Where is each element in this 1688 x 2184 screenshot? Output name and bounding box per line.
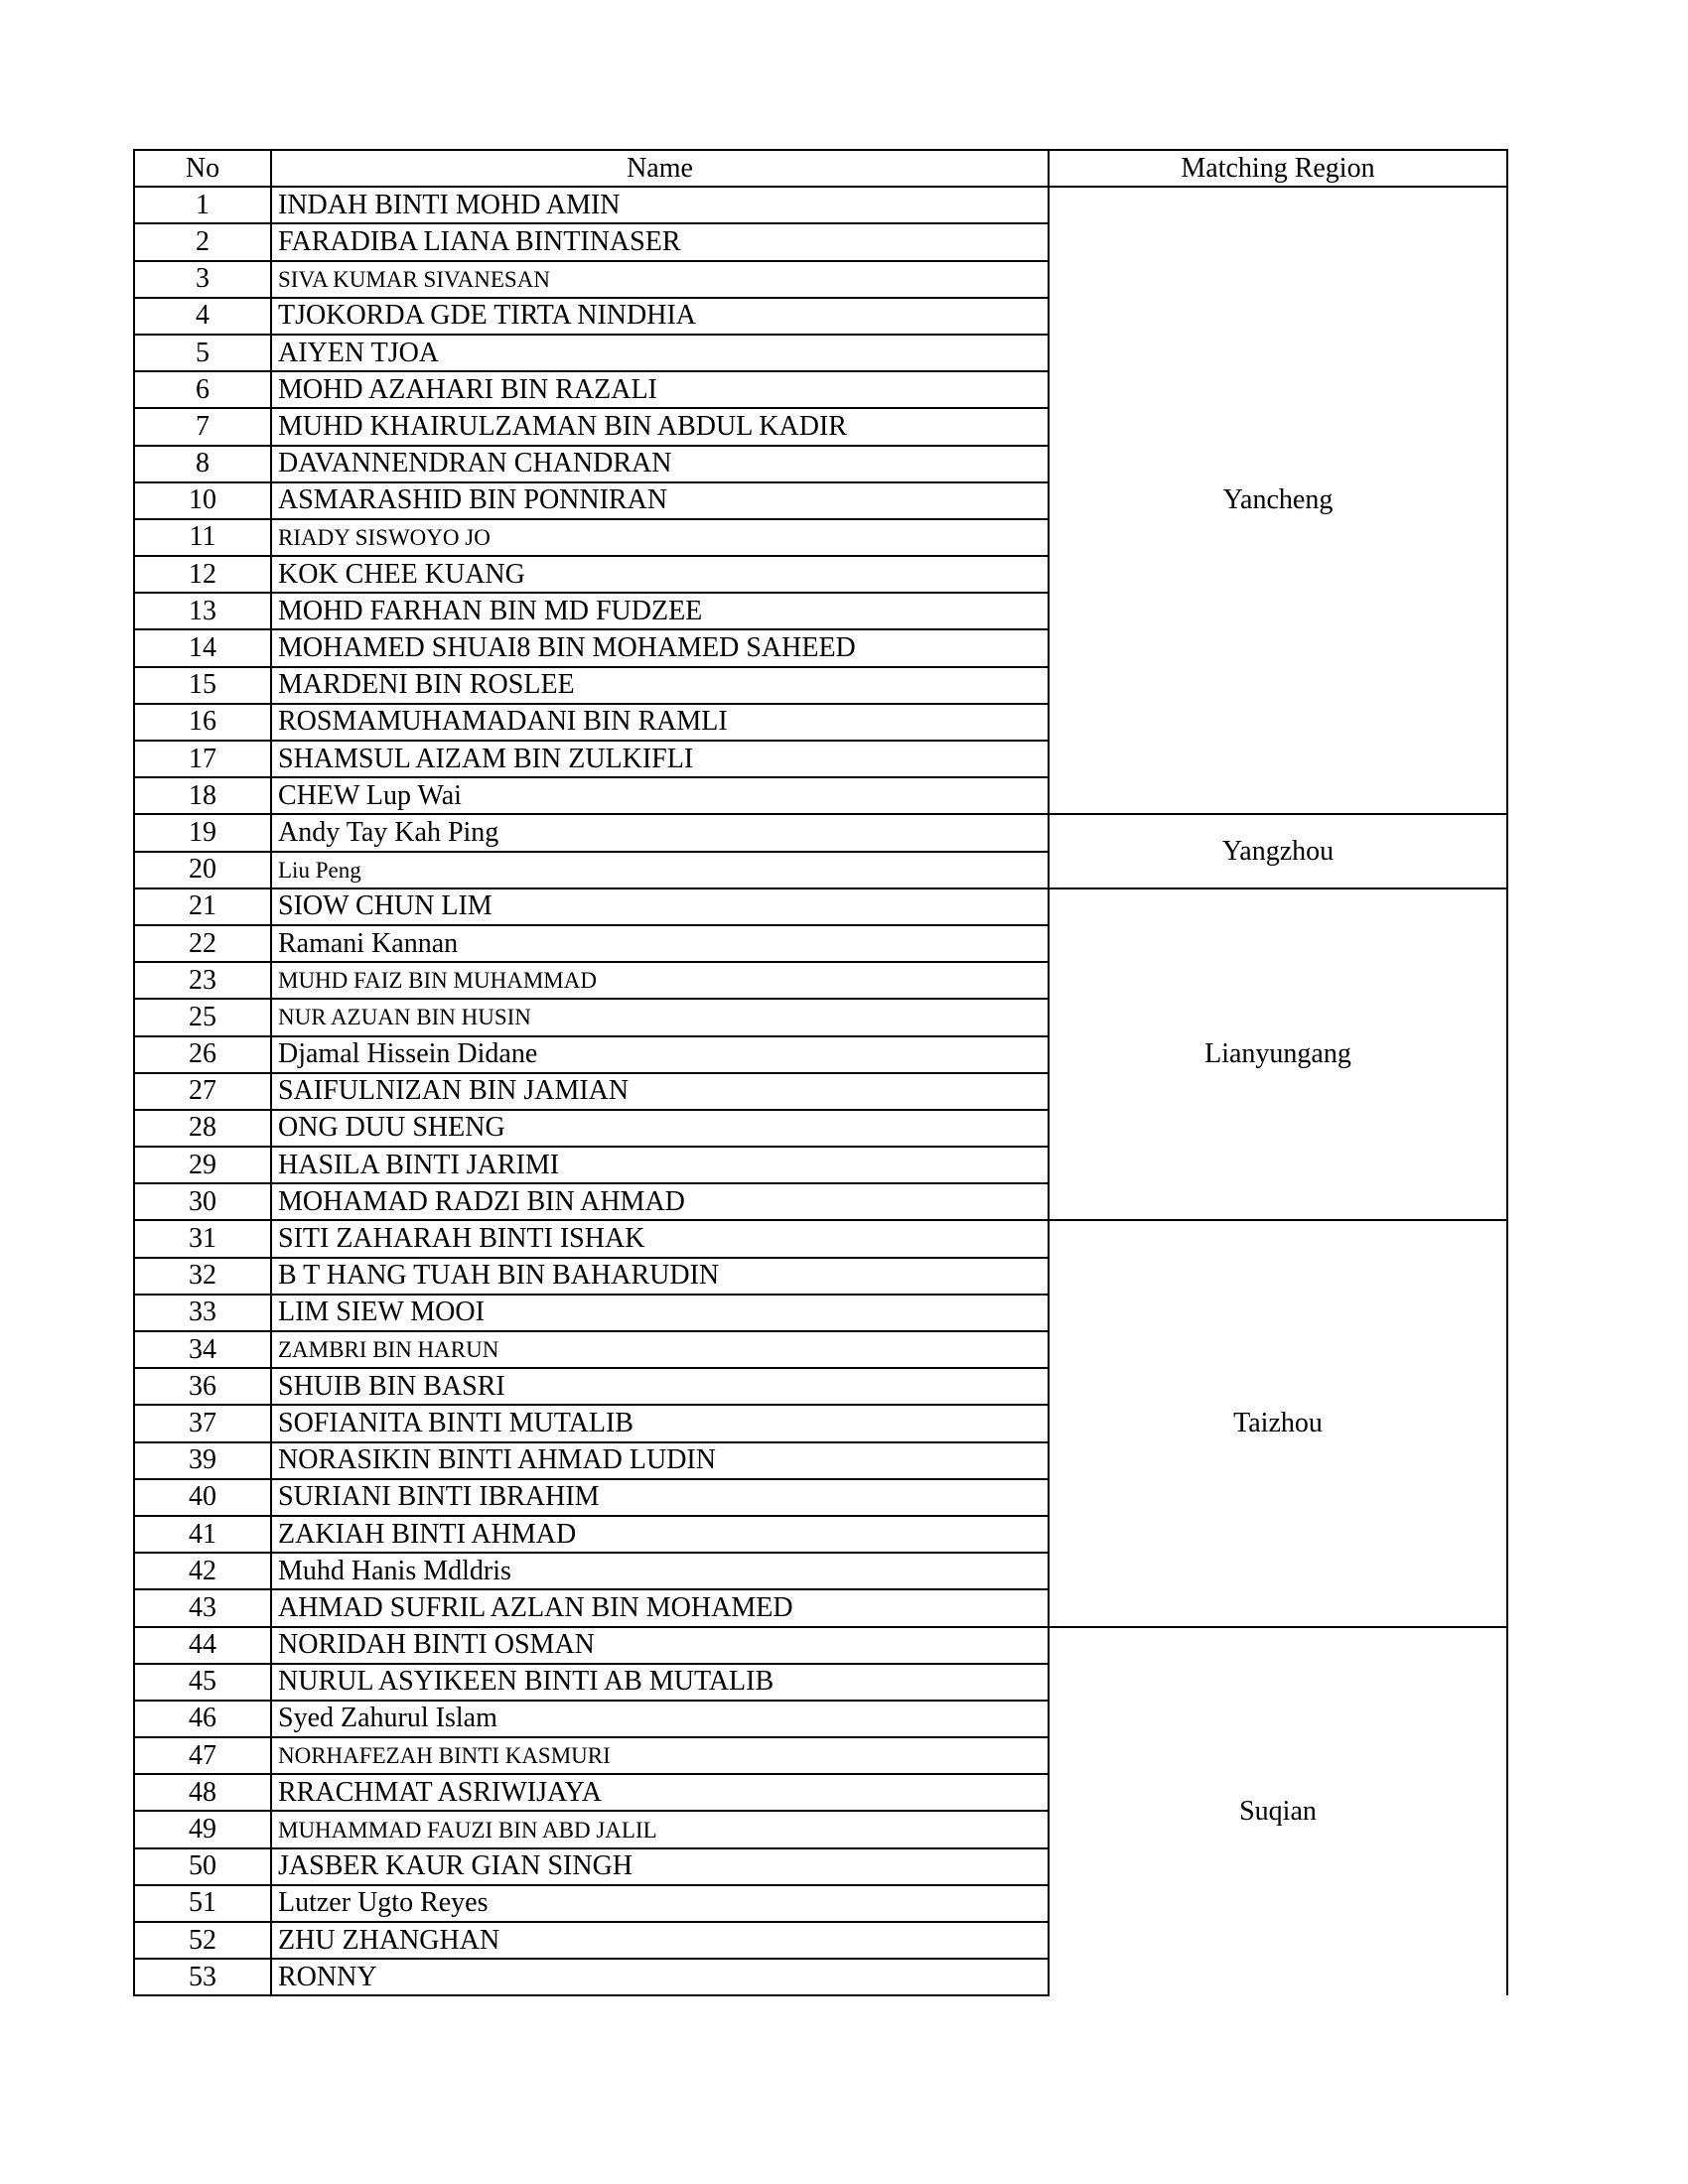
participant-name: TJOKORDA GDE TIRTA NINDHIA	[271, 298, 1049, 335]
participant-name: NURUL ASYIKEEN BINTI AB MUTALIB	[271, 1664, 1049, 1701]
participant-name: MUHD KHAIRULZAMAN BIN ABDUL KADIR	[271, 408, 1049, 445]
participant-table-container	[133, 149, 1508, 1996]
participant-name: RRACHMAT ASRIWIJAYA	[271, 1774, 1049, 1811]
row-number: 25	[134, 999, 271, 1035]
row-number: 40	[134, 1479, 271, 1516]
row-number: 30	[134, 1183, 271, 1220]
participant-name: Djamal Hissein Didane	[271, 1036, 1049, 1073]
table-row	[134, 1627, 1507, 1664]
participant-name: ZAMBRI BIN HARUN	[271, 1331, 1049, 1368]
row-number: 8	[134, 446, 271, 482]
row-number: 45	[134, 1664, 271, 1701]
participant-name: Lutzer Ugto Reyes	[271, 1885, 1049, 1922]
table-row	[134, 888, 1507, 925]
matching-region-cell: Yancheng	[1049, 187, 1507, 814]
participant-name: ZAKIAH BINTI AHMAD	[271, 1516, 1049, 1553]
table-body	[134, 187, 1507, 1995]
participant-name: Liu Peng	[271, 852, 1049, 888]
participant-name: NORIDAH BINTI OSMAN	[271, 1627, 1049, 1664]
row-number: 12	[134, 556, 271, 593]
header-matching-region: Matching Region	[1049, 150, 1507, 187]
participant-name: DAVANNENDRAN CHANDRAN	[271, 446, 1049, 482]
participant-name: Ramani Kannan	[271, 925, 1049, 962]
participant-name: AHMAD SUFRIL AZLAN BIN MOHAMED	[271, 1589, 1049, 1626]
participant-name: NORASIKIN BINTI AHMAD LUDIN	[271, 1442, 1049, 1479]
participant-name: CHEW Lup Wai	[271, 777, 1049, 814]
participant-name: NUR AZUAN BIN HUSIN	[271, 999, 1049, 1035]
participant-name: MOHAMAD RADZI BIN AHMAD	[271, 1183, 1049, 1220]
row-number: 27	[134, 1073, 271, 1110]
row-number: 22	[134, 925, 271, 962]
participant-table	[133, 149, 1508, 1996]
row-number: 47	[134, 1737, 271, 1774]
participant-name: MUHD FAIZ BIN MUHAMMAD	[271, 962, 1049, 999]
participant-name: ONG DUU SHENG	[271, 1110, 1049, 1147]
row-number: 6	[134, 371, 271, 408]
table-row	[134, 187, 1507, 223]
participant-name: RONNY	[271, 1959, 1049, 1995]
row-number: 15	[134, 667, 271, 704]
participant-name: SHUIB BIN BASRI	[271, 1368, 1049, 1405]
matching-region-cell: Suqian	[1049, 1627, 1507, 1996]
participant-name: ZHU ZHANGHAN	[271, 1922, 1049, 1959]
row-number: 32	[134, 1258, 271, 1295]
row-number: 52	[134, 1922, 271, 1959]
row-number: 21	[134, 888, 271, 925]
matching-region-cell: Lianyungang	[1049, 888, 1507, 1221]
participant-name: B T HANG TUAH BIN BAHARUDIN	[271, 1258, 1049, 1295]
participant-name: SIVA KUMAR SIVANESAN	[271, 261, 1049, 298]
row-number: 18	[134, 777, 271, 814]
row-number: 23	[134, 962, 271, 999]
header-name: Name	[271, 150, 1049, 187]
row-number: 33	[134, 1295, 271, 1331]
participant-name: SAIFULNIZAN BIN JAMIAN	[271, 1073, 1049, 1110]
participant-name: FARADIBA LIANA BINTINASER	[271, 223, 1049, 260]
participant-name: MOHD AZAHARI BIN RAZALI	[271, 371, 1049, 408]
row-number: 46	[134, 1701, 271, 1737]
row-number: 1	[134, 187, 271, 223]
matching-region-cell: Yangzhou	[1049, 814, 1507, 887]
row-number: 29	[134, 1147, 271, 1183]
participant-name: SOFIANITA BINTI MUTALIB	[271, 1405, 1049, 1441]
participant-name: MOHAMED SHUAI8 BIN MOHAMED SAHEED	[271, 629, 1049, 666]
participant-name: HASILA BINTI JARIMI	[271, 1147, 1049, 1183]
row-number: 11	[134, 519, 271, 556]
table-row	[134, 1220, 1507, 1257]
participant-name: Andy Tay Kah Ping	[271, 814, 1049, 851]
participant-name: MOHD FARHAN BIN MD FUDZEE	[271, 593, 1049, 629]
row-number: 16	[134, 704, 271, 741]
participant-name: Syed Zahurul Islam	[271, 1701, 1049, 1737]
participant-name: RIADY SISWOYO JO	[271, 519, 1049, 556]
participant-name: MUHAMMAD FAUZI BIN ABD JALIL	[271, 1811, 1049, 1847]
row-number: 3	[134, 261, 271, 298]
row-number: 37	[134, 1405, 271, 1441]
row-number: 49	[134, 1811, 271, 1847]
row-number: 13	[134, 593, 271, 629]
participant-name: SURIANI BINTI IBRAHIM	[271, 1479, 1049, 1516]
row-number: 7	[134, 408, 271, 445]
row-number: 26	[134, 1036, 271, 1073]
row-number: 50	[134, 1848, 271, 1885]
participant-name: INDAH BINTI MOHD AMIN	[271, 187, 1049, 223]
row-number: 20	[134, 852, 271, 888]
row-number: 44	[134, 1627, 271, 1664]
participant-name: NORHAFEZAH BINTI KASMURI	[271, 1737, 1049, 1774]
row-number: 48	[134, 1774, 271, 1811]
row-number: 14	[134, 629, 271, 666]
row-number: 39	[134, 1442, 271, 1479]
participant-name: MARDENI BIN ROSLEE	[271, 667, 1049, 704]
participant-name: SITI ZAHARAH BINTI ISHAK	[271, 1220, 1049, 1257]
row-number: 28	[134, 1110, 271, 1147]
row-number: 53	[134, 1959, 271, 1995]
participant-name: SHAMSUL AIZAM BIN ZULKIFLI	[271, 741, 1049, 777]
row-number: 4	[134, 298, 271, 335]
header-no: No	[134, 150, 271, 187]
participant-name: LIM SIEW MOOI	[271, 1295, 1049, 1331]
row-number: 31	[134, 1220, 271, 1257]
participant-name: JASBER KAUR GIAN SINGH	[271, 1848, 1049, 1885]
row-number: 51	[134, 1885, 271, 1922]
row-number: 2	[134, 223, 271, 260]
row-number: 43	[134, 1589, 271, 1626]
participant-name: KOK CHEE KUANG	[271, 556, 1049, 593]
participant-name: ROSMAMUHAMADANI BIN RAMLI	[271, 704, 1049, 741]
table-header-row	[134, 150, 1507, 187]
row-number: 5	[134, 335, 271, 371]
row-number: 19	[134, 814, 271, 851]
row-number: 17	[134, 741, 271, 777]
row-number: 10	[134, 482, 271, 519]
participant-name: ASMARASHID BIN PONNIRAN	[271, 482, 1049, 519]
row-number: 36	[134, 1368, 271, 1405]
participant-name: SIOW CHUN LIM	[271, 888, 1049, 925]
row-number: 41	[134, 1516, 271, 1553]
table-row	[134, 814, 1507, 851]
matching-region-cell: Taizhou	[1049, 1220, 1507, 1626]
participant-name: Muhd Hanis Mdldris	[271, 1553, 1049, 1589]
row-number: 34	[134, 1331, 271, 1368]
row-number: 42	[134, 1553, 271, 1589]
participant-name: AIYEN TJOA	[271, 335, 1049, 371]
